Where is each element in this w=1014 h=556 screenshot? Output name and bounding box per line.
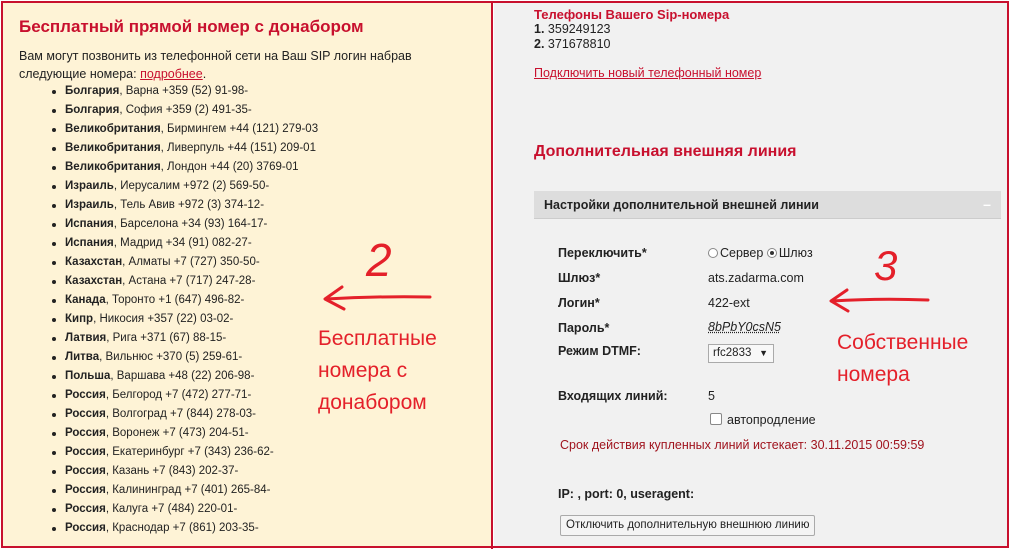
city-phone: , Иерусалим +972 (2) 569-50- (113, 180, 270, 192)
city-phone: , Мадрид +34 (91) 082-27- (113, 237, 252, 249)
country-name: Литва (65, 351, 100, 363)
country-name: Россия (65, 389, 106, 401)
intro-text: Вам могут позвонить из телефонной сети на Ваш SIP логин набрав следующие номера: (19, 49, 412, 81)
country-name: Россия (65, 465, 106, 477)
city-phone: , Краснодар +7 (861) 203-35- (105, 522, 259, 534)
extra-line-title: Дополнительная внешняя линия (534, 143, 797, 160)
dropdown-arrow-icon: ▼ (759, 348, 768, 358)
annotation-number-3: 3 (874, 242, 898, 289)
incoming-lines-label: Входящих линий: (558, 389, 668, 403)
city-phone: , Екатеринбург +7 (343) 236-62- (105, 446, 274, 458)
annotation-line: номера с (318, 359, 408, 382)
city-phone: , Калуга +7 (484) 220-01- (105, 503, 238, 515)
sip-phones-title: Телефоны Вашего Sip-номера (534, 7, 730, 22)
city-phone: , Ливерпуль +44 (151) 209-01 (160, 142, 316, 154)
country-name: Великобритания (65, 123, 161, 135)
country-name: Болгария (65, 104, 120, 116)
country-name: Испания (65, 218, 114, 230)
login-value: 422-ext (708, 296, 750, 310)
country-name: Россия (65, 484, 106, 496)
country-name: Россия (65, 427, 106, 439)
password-label: Пароль* (558, 321, 610, 335)
city-phone: , Астана +7 (717) 247-28- (122, 275, 256, 287)
city-phone: , Тель Авив +972 (3) 374-12- (113, 199, 265, 211)
city-phone: , Белгород +7 (472) 277-71- (105, 389, 252, 401)
country-name: Кипр (65, 313, 94, 325)
city-phone: , Воронеж +7 (473) 204-51- (105, 427, 249, 439)
country-name: Израиль (65, 180, 114, 192)
sip-number-item: 1. 359249123 (534, 22, 611, 36)
expire-notice: Срок действия купленных линий истекает: 30.11.2015 00:59:59 (560, 438, 925, 452)
annotation-line: Бесплатные (318, 327, 437, 350)
incoming-lines-value: 5 (708, 389, 715, 403)
annotation-line: номера (837, 363, 910, 386)
city-phone: , Казань +7 (843) 202-37- (105, 465, 239, 477)
country-name: Казахстан (65, 256, 123, 268)
country-name: Канада (65, 294, 106, 306)
city-phone: , Лондон +44 (20) 3769-01 (160, 161, 299, 173)
country-name: Россия (65, 503, 106, 515)
city-phone: , Варшава +48 (22) 206-98- (110, 370, 255, 382)
connect-number-link[interactable]: Подключить новый телефонный номер (534, 66, 762, 80)
radio-gateway-label[interactable]: Шлюз (778, 246, 813, 260)
collapse-icon[interactable]: – (983, 196, 991, 212)
city-phone: , Алматы +7 (727) 350-50- (122, 256, 260, 268)
country-name: Польша (65, 370, 111, 382)
country-name: Болгария (65, 85, 120, 97)
intro-end: . (202, 67, 207, 81)
country-name: Казахстан (65, 275, 123, 287)
country-name: Латвия (65, 332, 107, 344)
country-name: Великобритания (65, 161, 161, 173)
connection-info: IP: , port: 0, useragent: (558, 487, 695, 501)
city-phone: , Никосия +357 (22) 03-02- (93, 313, 234, 325)
gateway-value: ats.zadarma.com (708, 271, 804, 285)
gateway-label: Шлюз* (558, 271, 601, 285)
annotation-line: донабором (318, 391, 427, 414)
city-phone: , Бирмингем +44 (121) 279-03 (160, 123, 319, 135)
country-name: Россия (65, 446, 106, 458)
country-name: Испания (65, 237, 114, 249)
country-name: Великобритания (65, 142, 161, 154)
city-phone: , Вильнюс +370 (5) 259-61- (99, 351, 243, 363)
annotation-line: Собственные (837, 331, 969, 354)
country-name: Россия (65, 408, 106, 420)
dtmf-selected-value: rfc2833 (713, 347, 752, 359)
city-phone: , Волгоград +7 (844) 278-03- (105, 408, 256, 420)
city-phone: , Барселона +34 (93) 164-17- (113, 218, 268, 230)
free-numbers-title: Бесплатный прямой номер с донабором (19, 17, 364, 36)
disable-extra-line-button[interactable]: Отключить дополнительную внешнюю линию (560, 515, 815, 536)
panel-divider (491, 1, 493, 549)
panel-header-title: Настройки дополнительной внешней линии (544, 198, 819, 212)
sip-number-item: 2. 371678810 (534, 37, 611, 51)
city-phone: , Рига +371 (67) 88-15- (106, 332, 227, 344)
annotation-number-2: 2 (366, 234, 392, 286)
country-name: Россия (65, 522, 106, 534)
dtmf-label: Режим DTMF: (558, 344, 641, 358)
login-label: Логин* (558, 296, 600, 310)
autorenew-label[interactable]: автопродление (727, 413, 816, 427)
radio-server-label[interactable]: Сервер (720, 246, 764, 260)
city-phone: , Калининград +7 (401) 265-84- (105, 484, 271, 496)
screenshot-border (1, 1, 1009, 548)
city-phone: , Варна +359 (52) 91-98- (119, 85, 249, 97)
city-phone: , София +359 (2) 491-35- (119, 104, 252, 116)
more-link[interactable]: подробнее (140, 67, 203, 81)
password-value[interactable]: 8bPbY0csN5 (708, 320, 781, 334)
city-phone: , Торонто +1 (647) 496-82- (105, 294, 245, 306)
switch-label: Переключить* (558, 246, 647, 260)
country-name: Израиль (65, 199, 114, 211)
